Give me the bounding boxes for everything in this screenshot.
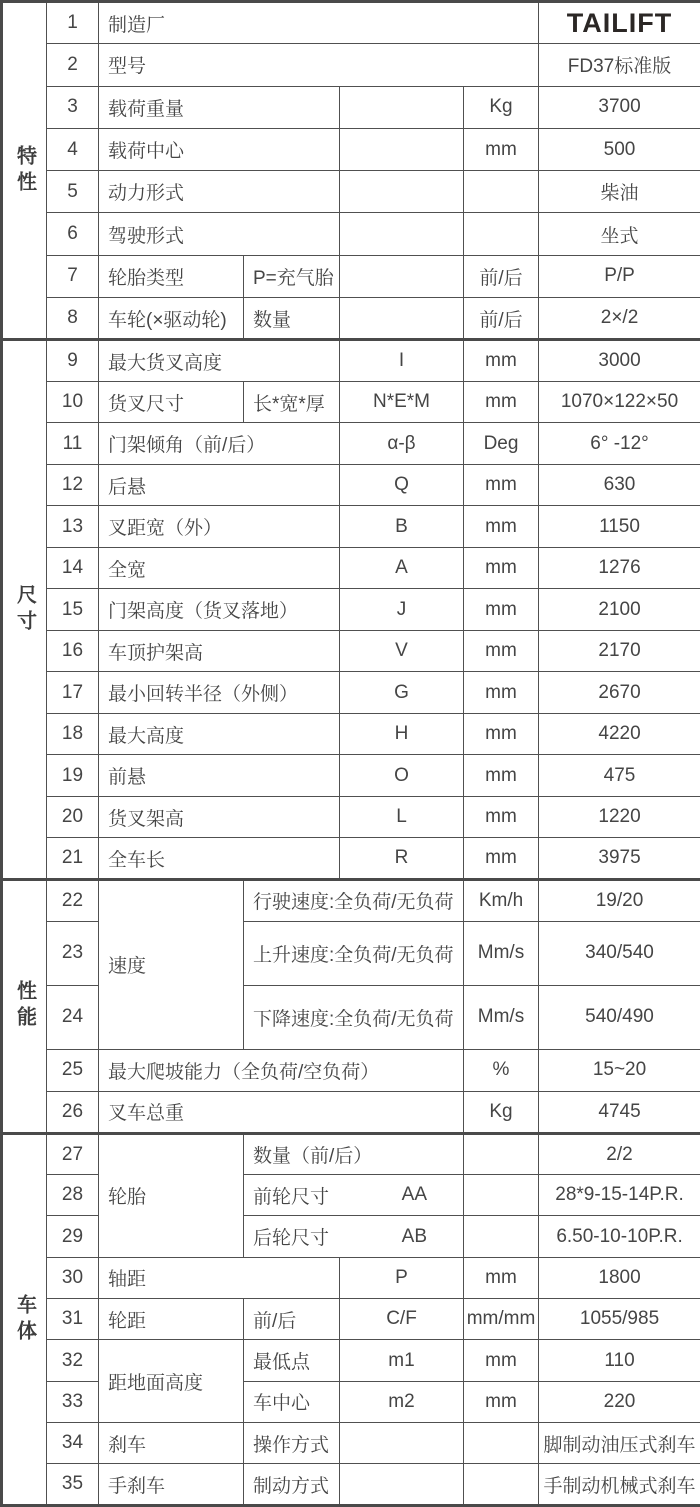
param-value: 500	[539, 128, 700, 170]
row-number: 1	[47, 2, 99, 44]
param-unit	[464, 213, 539, 255]
param-sub: 下降速度:全负荷/无负荷	[244, 985, 464, 1049]
param-sub: 前/后	[244, 1299, 340, 1340]
param-sub: P=充气胎	[244, 255, 340, 297]
param-symbol: L	[340, 796, 464, 838]
param-value: 2670	[539, 672, 700, 714]
param-name: 轮胎类型	[99, 255, 244, 297]
param-value: FD37标准版	[539, 44, 700, 86]
param-sub-with-symbol	[244, 1216, 464, 1257]
param-symbol: H	[340, 713, 464, 755]
param-unit: mm	[464, 128, 539, 170]
section-label-text: 车体	[13, 1293, 36, 1346]
param-unit: Kg	[464, 1091, 539, 1133]
wheel-size-cell	[244, 1182, 463, 1209]
param-unit: mm	[464, 672, 539, 714]
param-value: 475	[539, 755, 700, 797]
param-unit: mm	[464, 547, 539, 589]
param-value: 1220	[539, 796, 700, 838]
param-value: 1150	[539, 506, 700, 548]
param-group: 轮胎	[99, 1133, 244, 1257]
param-symbol	[340, 171, 464, 213]
param-sub: 行驶速度:全负荷/无负荷	[244, 879, 464, 921]
param-group: 速度	[99, 879, 244, 1049]
row-number: 4	[47, 128, 99, 170]
param-symbol: AA	[401, 1184, 427, 1206]
param-name: 门架高度（货叉落地）	[99, 589, 340, 631]
param-name: 驾驶形式	[99, 213, 340, 255]
param-value: 脚制动油压式刹车	[539, 1422, 700, 1463]
row-number: 9	[47, 340, 99, 382]
param-symbol: m2	[340, 1381, 464, 1422]
param-value: 15~20	[539, 1049, 700, 1091]
param-sub: 前轮尺寸	[253, 1186, 330, 1208]
param-value: 1055/985	[539, 1299, 700, 1340]
param-value: 1800	[539, 1257, 700, 1298]
param-unit: %	[464, 1049, 539, 1091]
param-symbol: R	[340, 838, 464, 880]
row-number: 19	[47, 755, 99, 797]
row-number: 3	[47, 86, 99, 128]
param-symbol	[340, 255, 464, 297]
param-name: 型号	[99, 44, 539, 86]
param-symbol: V	[340, 630, 464, 672]
param-value: 220	[539, 1381, 700, 1422]
param-sub: 车中心	[244, 1381, 340, 1422]
param-name: 刹车	[99, 1422, 244, 1463]
section-label-body	[2, 1133, 47, 1505]
row-number: 25	[47, 1049, 99, 1091]
param-unit: mm	[464, 1340, 539, 1381]
param-symbol: O	[340, 755, 464, 797]
row-number: 16	[47, 630, 99, 672]
param-name: 最小回转半径（外侧）	[99, 672, 340, 714]
param-sub: 后轮尺寸	[253, 1228, 330, 1250]
param-symbol: N*E*M	[340, 381, 464, 423]
param-unit: mm	[464, 464, 539, 506]
param-symbol: A	[340, 547, 464, 589]
param-symbol	[340, 298, 464, 340]
param-value: 2170	[539, 630, 700, 672]
section-label-characteristics	[2, 2, 47, 340]
section-label-text: 特性	[13, 144, 36, 197]
param-unit: mm	[464, 796, 539, 838]
param-sub: 制动方式	[244, 1464, 340, 1506]
param-group: 距地面高度	[99, 1340, 244, 1423]
row-number: 23	[47, 921, 99, 985]
row-number: 29	[47, 1216, 99, 1257]
param-symbol: J	[340, 589, 464, 631]
param-name: 后悬	[99, 464, 340, 506]
param-unit: mm	[464, 340, 539, 382]
param-symbol: P	[340, 1257, 464, 1298]
param-unit: mm	[464, 838, 539, 880]
param-unit: Deg	[464, 423, 539, 465]
param-unit	[464, 1464, 539, 1506]
param-symbol	[340, 1422, 464, 1463]
param-unit: mm	[464, 1381, 539, 1422]
param-value: 630	[539, 464, 700, 506]
row-number: 7	[47, 255, 99, 297]
param-value: 柴油	[539, 171, 700, 213]
param-name: 门架倾角（前/后）	[99, 423, 340, 465]
param-value: 3975	[539, 838, 700, 880]
param-name: 轮距	[99, 1299, 244, 1340]
section-label-text: 尺寸	[13, 583, 36, 636]
wheel-size-cell	[244, 1223, 463, 1250]
param-symbol: α-β	[340, 423, 464, 465]
param-sub: 上升速度:全负荷/无负荷	[244, 921, 464, 985]
param-symbol	[340, 213, 464, 255]
param-value: 3000	[539, 340, 700, 382]
param-unit	[464, 1175, 539, 1216]
param-value: 2/2	[539, 1133, 700, 1174]
param-name: 全车长	[99, 838, 340, 880]
param-sub: 数量（前/后）	[244, 1133, 464, 1174]
param-name: 车轮(×驱动轮)	[99, 298, 244, 340]
row-number: 8	[47, 298, 99, 340]
param-unit: Km/h	[464, 879, 539, 921]
param-sub: 数量	[244, 298, 340, 340]
param-unit: mm	[464, 381, 539, 423]
param-sub: 操作方式	[244, 1422, 340, 1463]
row-number: 13	[47, 506, 99, 548]
param-name: 货叉尺寸	[99, 381, 244, 423]
param-name: 制造厂	[99, 2, 539, 44]
row-number: 12	[47, 464, 99, 506]
param-unit: mm	[464, 713, 539, 755]
param-unit	[464, 1422, 539, 1463]
param-sub: 最低点	[244, 1340, 340, 1381]
row-number: 21	[47, 838, 99, 880]
param-value: 28*9-15-14P.R.	[539, 1175, 700, 1216]
param-unit	[464, 1133, 539, 1174]
row-number: 20	[47, 796, 99, 838]
row-number: 32	[47, 1340, 99, 1381]
row-number: 15	[47, 589, 99, 631]
param-unit: mm	[464, 755, 539, 797]
param-name: 最大货叉高度	[99, 340, 340, 382]
param-value: 6° -12°	[539, 423, 700, 465]
row-number: 34	[47, 1422, 99, 1463]
param-sub: 长*宽*厚	[244, 381, 340, 423]
param-unit	[464, 171, 539, 213]
param-symbol	[340, 86, 464, 128]
section-label-performance	[2, 879, 47, 1133]
param-symbol	[340, 1464, 464, 1506]
row-number: 10	[47, 381, 99, 423]
param-value: 6.50-10-10P.R.	[539, 1216, 700, 1257]
row-number: 22	[47, 879, 99, 921]
row-number: 27	[47, 1133, 99, 1174]
param-value: 4745	[539, 1091, 700, 1133]
param-value: 540/490	[539, 985, 700, 1049]
param-value: 1276	[539, 547, 700, 589]
row-number: 31	[47, 1299, 99, 1340]
param-symbol: I	[340, 340, 464, 382]
param-value: 3700	[539, 86, 700, 128]
row-number: 18	[47, 713, 99, 755]
row-number: 6	[47, 213, 99, 255]
row-number: 35	[47, 1464, 99, 1506]
param-symbol: G	[340, 672, 464, 714]
param-name: 车顶护架高	[99, 630, 340, 672]
param-name: 前悬	[99, 755, 340, 797]
param-symbol: Q	[340, 464, 464, 506]
param-value: 4220	[539, 713, 700, 755]
param-value: 1070×122×50	[539, 381, 700, 423]
row-number: 30	[47, 1257, 99, 1298]
row-number: 5	[47, 171, 99, 213]
row-number: 17	[47, 672, 99, 714]
param-name: 叉车总重	[99, 1091, 464, 1133]
param-value: 340/540	[539, 921, 700, 985]
section-label-dimensions	[2, 340, 47, 880]
param-symbol: m1	[340, 1340, 464, 1381]
param-value: 19/20	[539, 879, 700, 921]
param-symbol: AB	[401, 1225, 427, 1247]
param-value: 2100	[539, 589, 700, 631]
param-unit: mm/mm	[464, 1299, 539, 1340]
param-symbol: B	[340, 506, 464, 548]
row-number: 26	[47, 1091, 99, 1133]
param-name: 叉距宽（外）	[99, 506, 340, 548]
row-number: 14	[47, 547, 99, 589]
param-unit: 前/后	[464, 298, 539, 340]
param-symbol	[340, 128, 464, 170]
param-unit: mm	[464, 630, 539, 672]
param-value: 110	[539, 1340, 700, 1381]
param-name: 载荷中心	[99, 128, 340, 170]
param-name: 最大爬坡能力（全负荷/空负荷）	[99, 1049, 464, 1091]
param-unit: Mm/s	[464, 921, 539, 985]
row-number: 11	[47, 423, 99, 465]
param-name: 手刹车	[99, 1464, 244, 1506]
param-value: 2×/2	[539, 298, 700, 340]
param-unit: Mm/s	[464, 985, 539, 1049]
row-number: 33	[47, 1381, 99, 1422]
param-unit: mm	[464, 506, 539, 548]
param-unit: Kg	[464, 86, 539, 128]
param-name: 载荷重量	[99, 86, 340, 128]
param-symbol: C/F	[340, 1299, 464, 1340]
param-unit: 前/后	[464, 255, 539, 297]
param-value: TAILIFT	[539, 2, 700, 44]
section-label-text: 性能	[13, 980, 36, 1033]
param-unit	[464, 1216, 539, 1257]
param-name: 轴距	[99, 1257, 340, 1298]
param-name: 最大高度	[99, 713, 340, 755]
param-value: P/P	[539, 255, 700, 297]
row-number: 28	[47, 1175, 99, 1216]
param-name: 货叉架高	[99, 796, 340, 838]
param-value: 坐式	[539, 213, 700, 255]
param-unit: mm	[464, 1257, 539, 1298]
param-unit: mm	[464, 589, 539, 631]
param-name: 动力形式	[99, 171, 340, 213]
param-sub-with-symbol	[244, 1175, 464, 1216]
param-value: 手制动机械式刹车	[539, 1464, 700, 1506]
param-name: 全宽	[99, 547, 340, 589]
row-number: 2	[47, 44, 99, 86]
row-number: 24	[47, 985, 99, 1049]
